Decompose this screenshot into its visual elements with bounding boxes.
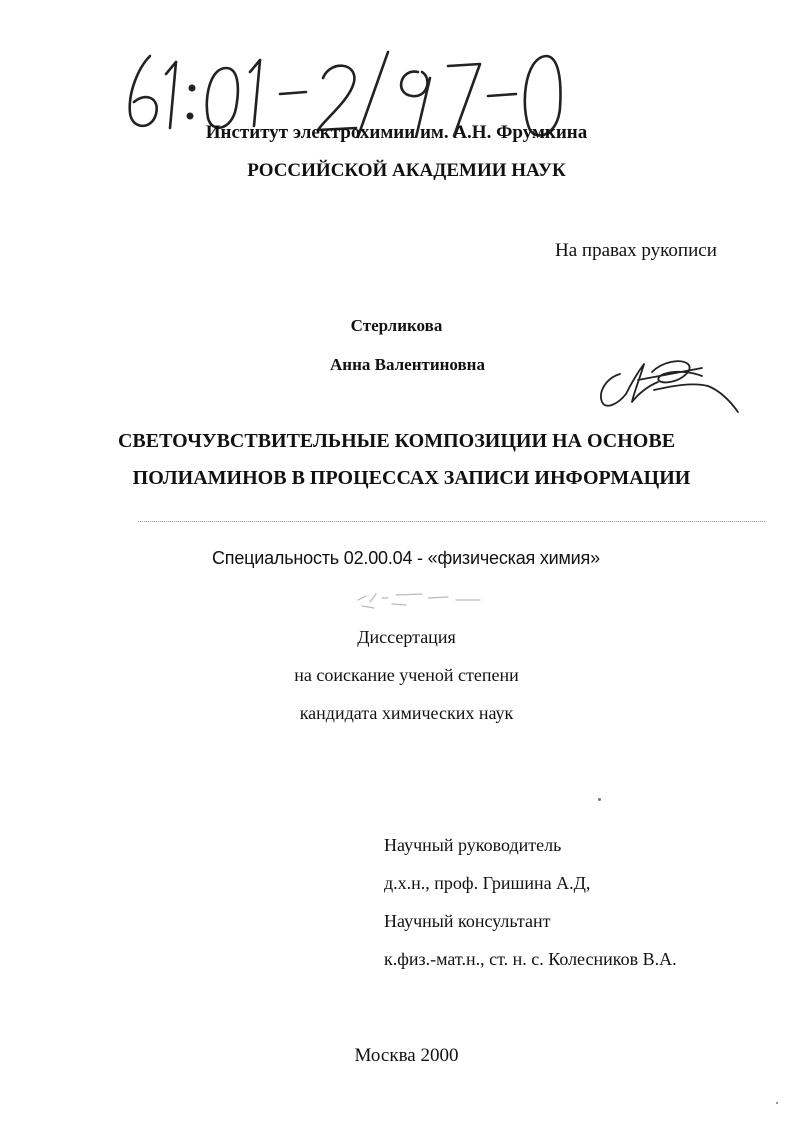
scan-speck — [598, 798, 601, 801]
degree-sought-line-1: на соискание ученой степени — [294, 665, 519, 685]
manuscript-rights-note: На правах рукописи — [555, 240, 717, 261]
city-and-year: Москва 2000 — [354, 1045, 459, 1066]
author-surname: Стерликова — [350, 316, 443, 335]
consultant-name: к.физ.-мат.н., ст. н. с. Колесников В.А. — [384, 949, 677, 969]
separator-line — [138, 521, 765, 522]
institute-name: Институт электрохимии им. А.Н. Фрумкина — [205, 122, 588, 143]
faded-stamp-mark — [352, 586, 492, 612]
advisor-label: Научный руководитель — [384, 835, 562, 855]
academy-name: РОССИЙСКОЙ АКАДЕМИИ НАУК — [247, 160, 566, 181]
dissertation-title-line-2: ПОЛИАМИНОВ В ПРОЦЕССАХ ЗАПИСИ ИНФОРМАЦИИ — [132, 467, 691, 489]
author-given-names: Анна Валентиновна — [330, 355, 485, 374]
supervisors-block — [384, 826, 677, 978]
advisor-name: д.х.н., проф. Гришина А.Д, — [384, 873, 591, 893]
dissertation-title-line-1: СВЕТОЧУВСТВИТЕЛЬНЫЕ КОМПОЗИЦИИ НА ОСНОВЕ — [117, 430, 676, 452]
degree-sought-line-2: кандидата химических наук — [299, 703, 514, 723]
consultant-label: Научный консультант — [384, 911, 551, 931]
specialty-line: Специальность 02.00.04 - «физическая химия» — [212, 548, 600, 568]
author-signature — [592, 352, 742, 418]
scan-speck — [776, 1102, 778, 1104]
dissertation-type: Диссертация — [357, 627, 456, 647]
